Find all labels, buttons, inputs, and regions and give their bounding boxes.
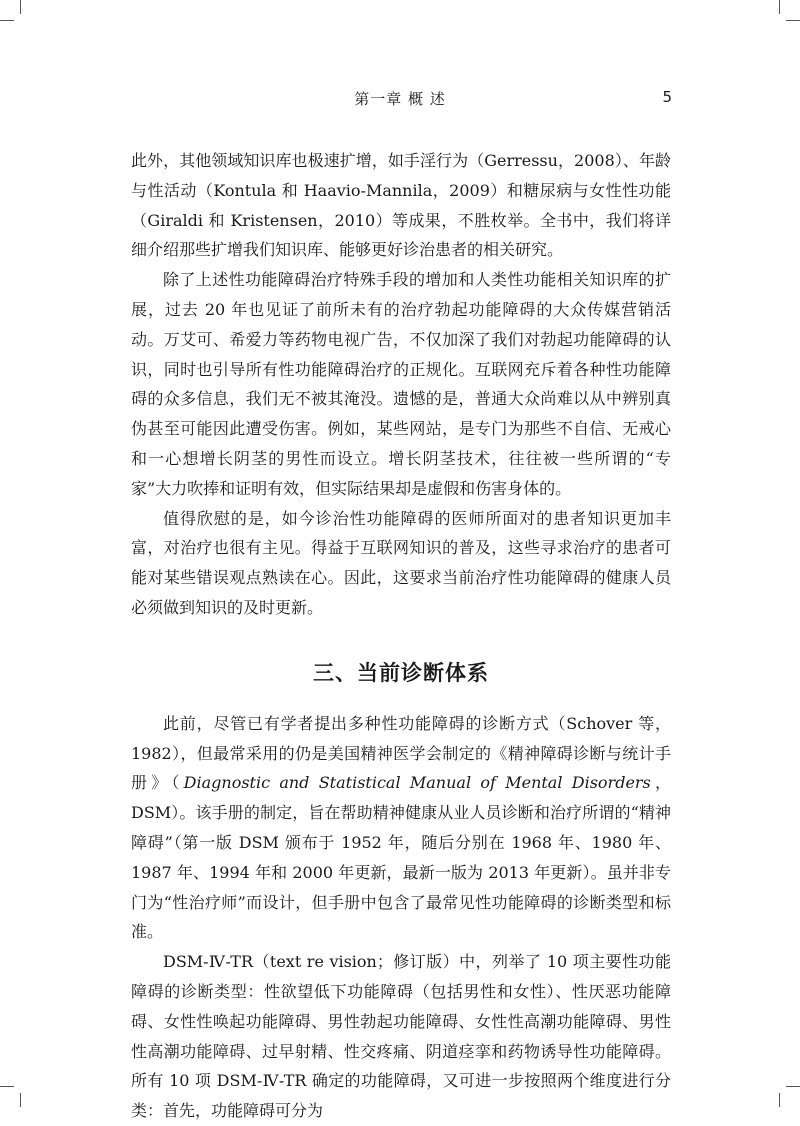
paragraph-1: 此外，其他领域知识库也极速扩增，如手淫行为（Gerressu，2008）、年龄与性活动（Kontula 和 Haavio-Mannila，2009）和糖尿病与女性性功能（Giraldi 和 Kristensen，2010）等成果，不胜枚举。全书中，我们将详细介绍那些扩增我们知识库、能够更好诊治患者的相关研究。 xyxy=(131,151,671,260)
page-number: 5 xyxy=(662,88,672,106)
paragraph-4-part-a: 此前，尽管已有学者提出多种性功能障碍的诊断方式（Schover 等，1982），但最常采用的仍是美国精神医学会制定的《精神障碍诊断与统计手册》（ xyxy=(131,713,671,793)
crop-mark-br-h xyxy=(786,1086,800,1087)
paragraph-4-part-b: ，DSM）。该手册的制定，旨在帮助精神健康从业人员诊断和治疗所谓的“精神障碍”（第一版 DSM 颁布于 1952 年，随后分别在 1968 年、1980 年、1987 年、1994 年和 2000 年更新，最新一版为 2013 年更新）。虽并非专门为“性治疗师”而设计，但手册中包含了最常见性功能障碍的诊断类型和标准。 xyxy=(131,773,671,942)
chapter-title: 第一章 概 述 xyxy=(354,90,446,108)
running-header xyxy=(0,88,800,112)
crop-mark-tl-v xyxy=(20,0,21,14)
dsm-title-italic: Diagnostic and Statistical Manual of Mental Disorders xyxy=(183,773,651,793)
section-heading: 三、当前诊断体系 xyxy=(313,660,489,685)
crop-mark-tr-v xyxy=(779,0,780,14)
crop-mark-bl-h xyxy=(0,1086,14,1087)
paragraph-4 xyxy=(131,709,671,947)
paragraph-2: 除了上述性功能障碍治疗特殊手段的增加和人类性功能相关知识库的扩展，过去 20 年也见证了前所未有的治疗勃起功能障碍的大众传媒营销活动。万艾可、希爱力等药物电视广告，不仅加深了我们对勃起功能障碍的认识，同时也引导所有性功能障碍治疗的正规化。互联网充斥着各种性功能障碍的众多信息，我们无不被其淹没。遗憾的是，普通大众尚难以从中辨别真伪甚至可能因此遭受伤害。例如，某些网站，是专门为那些不自信、无戒心和一心想增长阴茎的男性而设立。增长阴茎技术，往往被一些所谓的“专家”大力吹捧和证明有效，但实际结果却是虚假和伤害身体的。 xyxy=(131,270,671,498)
crop-mark-tr-h xyxy=(786,20,800,21)
paragraph-3: 值得欣慰的是，如今诊治性功能障碍的医师所面对的患者知识更加丰富，对治疗也很有主见。得益于互联网知识的普及，这些寻求治疗的患者可能对某些错误观点熟读在心。因此，这要求当前治疗性功能障碍的健康人员必须做到知识的及时更新。 xyxy=(131,508,671,617)
body-text xyxy=(131,146,671,1126)
crop-mark-br-v xyxy=(779,1093,780,1107)
crop-mark-bl-v xyxy=(20,1093,21,1107)
crop-mark-tl-h xyxy=(0,20,14,21)
paragraph-5: DSM-Ⅳ-TR（text re vision；修订版）中，列举了 10 项主要性功能障碍的诊断类型：性欲望低下功能障碍（包括男性和女性）、性厌恶功能障碍、女性性唤起功能障碍、男性勃起功能障碍、女性性高潮功能障碍、男性性高潮功能障碍、过早射精、性交疼痛、阴道痉挛和药物诱导性功能障碍。所有 10 项 DSM-Ⅳ-TR 确定的功能障碍，又可进一步按照两个维度进行分类：首先，功能障碍可分为 xyxy=(131,952,671,1121)
